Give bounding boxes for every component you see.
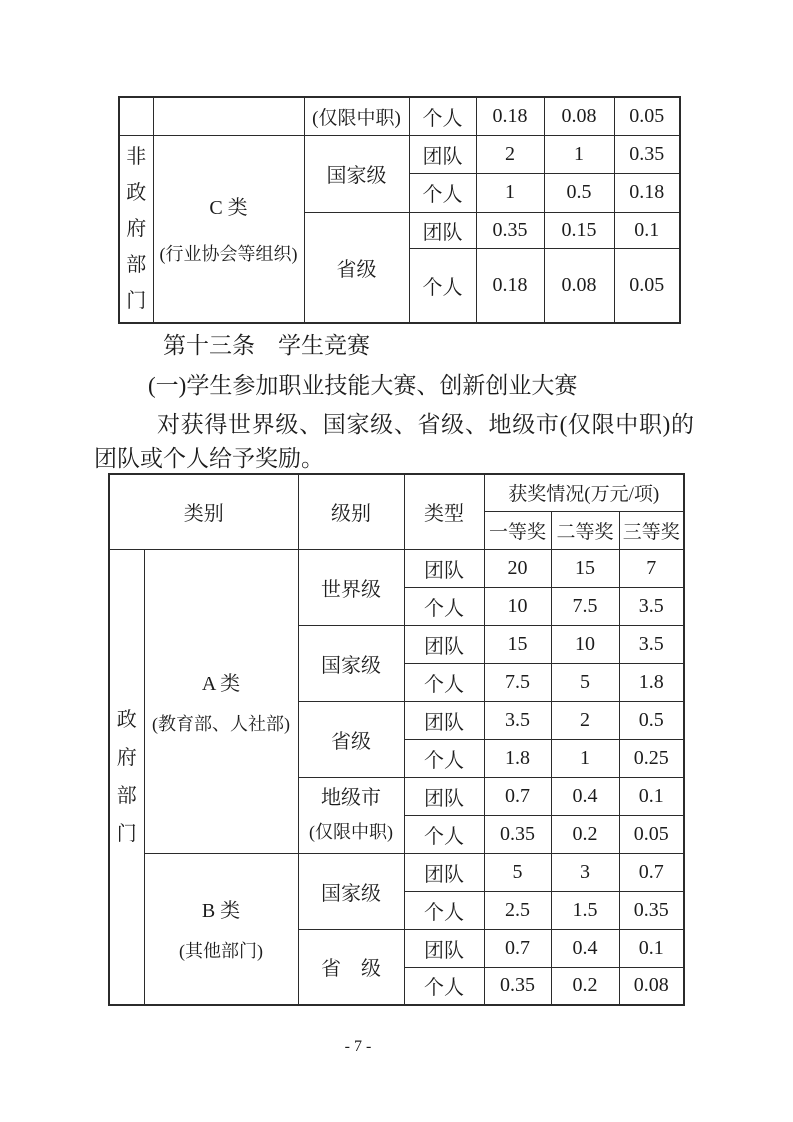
- type-cell: 团队: [409, 135, 476, 173]
- value-cell: 0.35: [484, 967, 551, 1005]
- table-row: [109, 549, 684, 587]
- level-cell: 国家级: [304, 135, 409, 212]
- value-cell: 10: [484, 587, 551, 625]
- value-cell: 2: [476, 135, 544, 173]
- level-cell: 世界级: [298, 549, 404, 625]
- level-line: (仅限中职): [309, 822, 393, 842]
- value-cell: 1.8: [619, 663, 684, 701]
- value-cell: 0.2: [551, 967, 619, 1005]
- table-header-row: [109, 474, 684, 511]
- level-cell: 国家级: [298, 625, 404, 701]
- value-cell: 0.08: [544, 97, 614, 135]
- table-row: [119, 97, 680, 135]
- type-cell: 个人: [404, 663, 484, 701]
- level-cell: 省级: [298, 701, 404, 777]
- value-cell: 0.5: [544, 173, 614, 212]
- class-name: A 类: [201, 672, 241, 695]
- paragraph-line: 对获得世界级、国家级、省级、地级市(仅限中职)的: [157, 412, 694, 437]
- value-cell: 0.08: [619, 967, 684, 1005]
- type-cell: 个人: [409, 173, 476, 212]
- type-cell: 个人: [404, 891, 484, 929]
- type-cell: 团队: [404, 701, 484, 739]
- type-cell: 个人: [409, 248, 476, 323]
- value-cell: 15: [551, 549, 619, 587]
- value-cell: 0.18: [476, 97, 544, 135]
- type-cell: 团队: [409, 212, 476, 248]
- level-cell: (仅限中职): [304, 97, 409, 135]
- level-cell: [298, 777, 404, 853]
- header-level: 级别: [298, 474, 404, 549]
- table-row: [119, 135, 680, 173]
- level-line: 地级市: [321, 787, 381, 809]
- level-cell: 省 级: [298, 929, 404, 1005]
- category-vertical-cell: 政府部门: [109, 549, 144, 1005]
- type-cell: 个人: [404, 967, 484, 1005]
- header-type: 类型: [404, 474, 484, 549]
- value-cell: 0.35: [614, 135, 680, 173]
- value-cell: 0.2: [551, 815, 619, 853]
- value-cell: 3.5: [619, 625, 684, 663]
- value-cell: 0.7: [619, 853, 684, 891]
- type-cell: 团队: [404, 625, 484, 663]
- class-subtitle: (行业协会等组织): [159, 244, 298, 265]
- header-award-group: 获奖情况(万元/项): [484, 474, 684, 511]
- value-cell: 1: [544, 135, 614, 173]
- value-cell: 0.4: [551, 777, 619, 815]
- value-cell: 7.5: [551, 587, 619, 625]
- value-cell: 15: [484, 625, 551, 663]
- type-cell: 个人: [404, 587, 484, 625]
- value-cell: 0.1: [614, 212, 680, 248]
- header-category: 类别: [109, 474, 298, 549]
- type-cell: 团队: [404, 929, 484, 967]
- value-cell: 0.18: [614, 173, 680, 212]
- empty-cell: [153, 97, 304, 135]
- value-cell: 0.08: [544, 248, 614, 323]
- award-table-nongov: [118, 96, 681, 324]
- value-cell: 1: [551, 739, 619, 777]
- value-cell: 0.25: [619, 739, 684, 777]
- value-cell: 3.5: [619, 587, 684, 625]
- sub-heading: (一)学生参加职业技能大赛、创新创业大赛: [148, 373, 578, 398]
- value-cell: 1: [476, 173, 544, 212]
- table-row: [109, 853, 684, 891]
- type-cell: 团队: [404, 549, 484, 587]
- value-cell: 0.7: [484, 929, 551, 967]
- value-cell: 2.5: [484, 891, 551, 929]
- category-vertical-cell: 非政府部门: [119, 135, 153, 323]
- type-cell: 个人: [409, 97, 476, 135]
- student-competition-table: [108, 473, 685, 1006]
- header-third-prize: 三等奖: [619, 511, 684, 549]
- value-cell: 0.18: [476, 248, 544, 323]
- value-cell: 0.4: [551, 929, 619, 967]
- paragraph-line: 团队或个人给予奖励。: [94, 446, 324, 471]
- value-cell: 1.8: [484, 739, 551, 777]
- type-cell: 团队: [404, 853, 484, 891]
- class-cell: [153, 135, 304, 323]
- value-cell: 10: [551, 625, 619, 663]
- header-second-prize: 二等奖: [551, 511, 619, 549]
- value-cell: 0.05: [614, 97, 680, 135]
- page-number: - 7 -: [344, 1038, 372, 1055]
- empty-cell: [119, 97, 153, 135]
- value-cell: 0.5: [619, 701, 684, 739]
- value-cell: 0.35: [484, 815, 551, 853]
- class-subtitle: (其他部门): [179, 941, 263, 962]
- value-cell: 0.1: [619, 777, 684, 815]
- type-cell: 个人: [404, 815, 484, 853]
- class-cell: [144, 549, 298, 853]
- value-cell: 2: [551, 701, 619, 739]
- value-cell: 0.05: [619, 815, 684, 853]
- header-first-prize: 一等奖: [484, 511, 551, 549]
- value-cell: 1.5: [551, 891, 619, 929]
- article-heading: 第十三条 学生竞赛: [163, 333, 370, 358]
- value-cell: 3.5: [484, 701, 551, 739]
- value-cell: 7: [619, 549, 684, 587]
- value-cell: 0.35: [619, 891, 684, 929]
- value-cell: 20: [484, 549, 551, 587]
- value-cell: 0.35: [476, 212, 544, 248]
- class-subtitle: (教育部、人社部): [152, 713, 290, 734]
- class-name: B 类: [201, 900, 241, 923]
- value-cell: 5: [551, 663, 619, 701]
- value-cell: 0.05: [614, 248, 680, 323]
- value-cell: 0.1: [619, 929, 684, 967]
- type-cell: 个人: [404, 739, 484, 777]
- level-cell: 国家级: [298, 853, 404, 929]
- value-cell: 3: [551, 853, 619, 891]
- value-cell: 7.5: [484, 663, 551, 701]
- value-cell: 0.7: [484, 777, 551, 815]
- class-name: C 类: [209, 197, 248, 220]
- level-cell: 省级: [304, 212, 409, 323]
- value-cell: 0.15: [544, 212, 614, 248]
- type-cell: 团队: [404, 777, 484, 815]
- class-cell: [144, 853, 298, 1005]
- value-cell: 5: [484, 853, 551, 891]
